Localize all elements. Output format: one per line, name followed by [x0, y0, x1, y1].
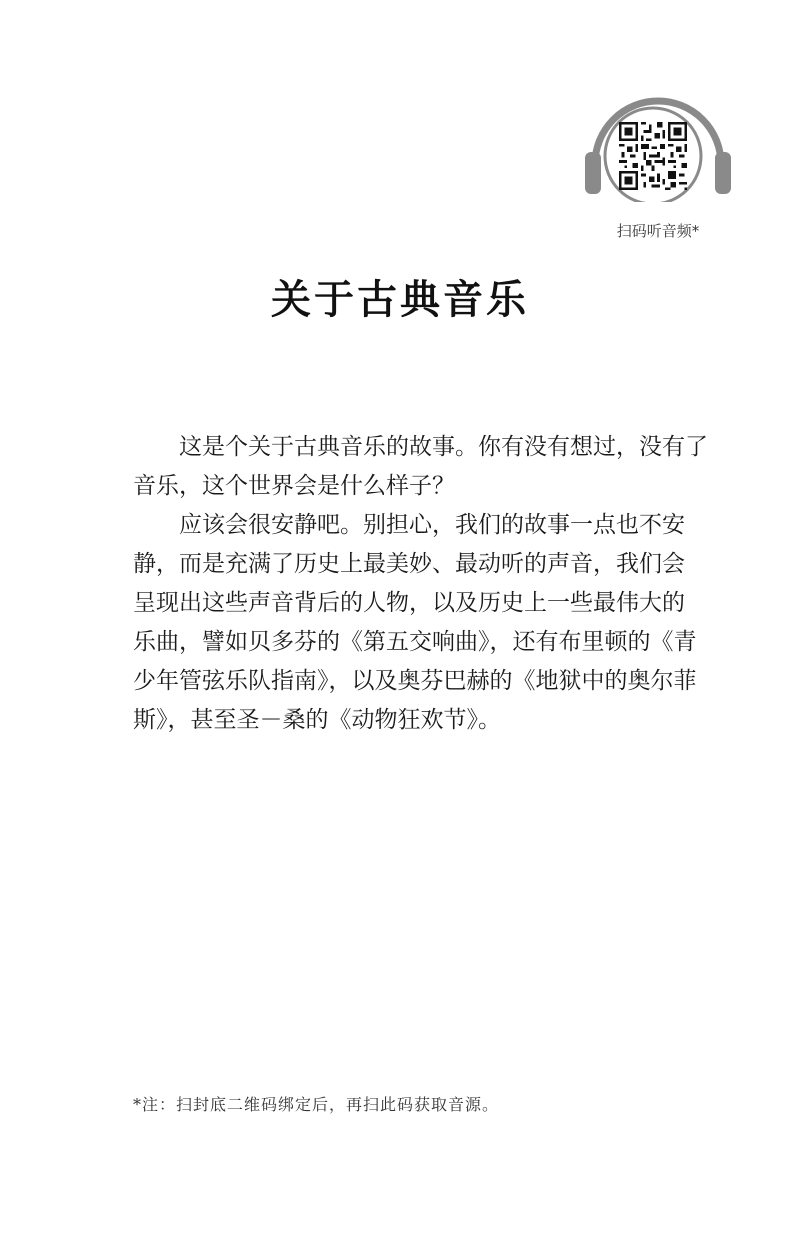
text-line: 呈现出这些声音背后的人物，以及历史上一些最伟大的 — [133, 590, 685, 616]
text-line: 这是个关于古典音乐的故事。你有没有想过，没有了 — [133, 434, 708, 460]
qr-code-icon[interactable] — [619, 122, 687, 190]
paragraph — [133, 506, 723, 740]
text-line: 静，而是充满了历史上最美妙、最动听的声音，我们会 — [133, 551, 685, 577]
footnote: *注：扫封底二维码绑定后，再扫此码获取音源。 — [133, 1095, 500, 1114]
text-line: 斯》，甚至圣－桑的《动物狂欢节》。 — [133, 707, 501, 733]
page-title: 关于古典音乐 — [271, 277, 529, 323]
text-line: 乐曲，譬如贝多芬的《第五交响曲》，还有布里顿的《青 — [133, 629, 697, 655]
paragraph — [133, 428, 723, 506]
text-line: 少年管弦乐队指南》，以及奥芬巴赫的《地狱中的奥尔菲 — [133, 668, 697, 694]
text-line: 应该会很安静吧。别担心，我们的故事一点也不安 — [133, 512, 685, 538]
audio-qr-badge[interactable] — [583, 72, 733, 247]
article-body — [133, 428, 723, 740]
text-line: 音乐，这个世界会是什么样子？ — [133, 473, 455, 499]
scan-to-listen-label: 扫码听音频* — [616, 222, 700, 240]
